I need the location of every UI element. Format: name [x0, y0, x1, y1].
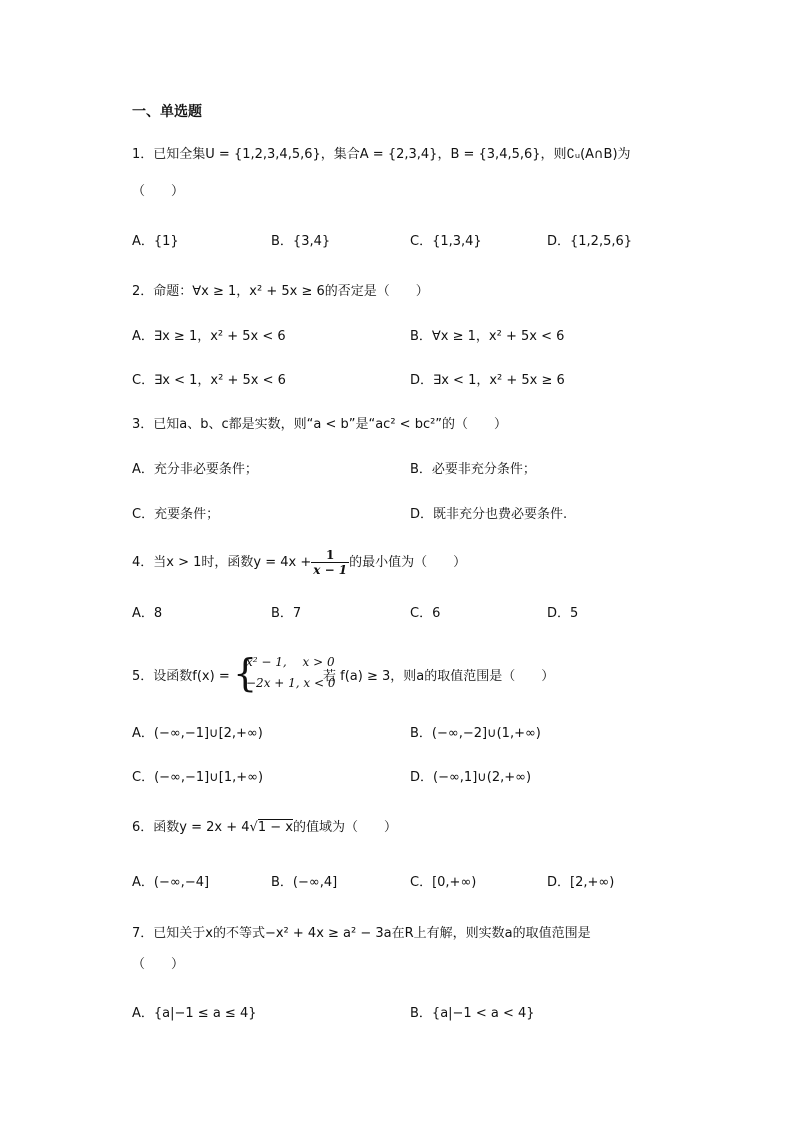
question-5-case-2: −2x + 1, x < 0 — [246, 676, 336, 690]
question-1-option-a: A．{1} — [132, 234, 179, 249]
question-6-option-c: C．[0,+∞) — [410, 875, 477, 890]
question-4-frac-numerator: 1 — [311, 548, 349, 563]
question-1-option-d: D．{1,2,5,6} — [547, 234, 633, 249]
question-3-option-d: D．既非充分也费必要条件. — [410, 507, 568, 522]
question-4-suffix: 的最小值为（ ） — [349, 555, 467, 570]
question-1-stem: 1．已知全集U = {1,2,3,4,5,6}，集合A = {2,3,4}，B = {3,4,5,6}，则∁ᵤ(A∩B)为 — [132, 147, 631, 162]
question-2-stem: 2．命题：∀x ≥ 1，x² + 5x ≥ 6的否定是（ ） — [132, 284, 429, 299]
question-1-option-c: C．{1,3,4} — [410, 234, 482, 249]
question-2-option-d: D．∃x < 1，x² + 5x ≥ 6 — [410, 373, 565, 388]
question-7-option-b: B．{a|−1 < a < 4} — [410, 1006, 535, 1021]
question-4-prefix: 4．当x > 1时，函数y = 4x + — [132, 555, 312, 570]
question-5-option-b: B．(−∞,−2]∪(1,+∞) — [410, 726, 541, 741]
question-5-tail: 若 f(a) ≥ 3，则a的取值范围是（ ） — [323, 669, 555, 684]
question-6-option-d: D．[2,+∞) — [547, 875, 615, 890]
question-5-option-c: C．(−∞,−1]∪[1,+∞) — [132, 770, 264, 785]
question-1-option-b: B．{3,4} — [271, 234, 331, 249]
question-6-radicand: 1 − x — [257, 820, 293, 835]
question-3-option-c: C．充要条件； — [132, 507, 220, 522]
question-6-option-a: A．(−∞,−4] — [132, 875, 210, 890]
question-6-suffix: 的值域为（ ） — [292, 820, 397, 835]
question-2-option-c: C．∃x < 1，x² + 5x < 6 — [132, 373, 286, 388]
question-6-stem — [132, 819, 397, 837]
question-5-case-1: x² − 1, x > 0 — [246, 655, 335, 669]
question-3-stem: 3．已知a、b、c都是实数，则“a < b”是“ac² < bc²”的（ ） — [132, 417, 508, 432]
question-4-option-c: C．6 — [410, 606, 441, 621]
sqrt-icon: √ — [249, 820, 258, 835]
question-6-option-b: B．(−∞,4] — [271, 875, 338, 890]
question-4-stem — [132, 548, 466, 578]
question-4-option-a: A．8 — [132, 606, 163, 621]
question-5-option-a: A．(−∞,−1]∪[2,+∞) — [132, 726, 263, 741]
question-4-option-d: D．5 — [547, 606, 579, 621]
question-3-option-b: B．必要非充分条件； — [410, 462, 536, 477]
question-2-option-b: B．∀x ≥ 1，x² + 5x < 6 — [410, 329, 565, 344]
section-title: 一、单选题 — [132, 104, 202, 120]
question-7-stem: 7．已知关于x的不等式−x² + 4x ≥ a² − 3a在R上有解，则实数a的取值范围是 — [132, 926, 591, 941]
question-1-paren: （ ） — [132, 184, 185, 199]
question-7-option-a: A．{a|−1 ≤ a ≤ 4} — [132, 1006, 257, 1021]
question-6-prefix: 6．函数y = 2x + 4 — [132, 820, 250, 835]
question-4-option-b: B．7 — [271, 606, 302, 621]
left-brace-icon: { — [233, 651, 258, 695]
question-7-paren: （ ） — [132, 957, 185, 972]
question-3-option-a: A．充分非必要条件； — [132, 462, 258, 477]
question-5-option-d: D．(−∞,1]∪(2,+∞) — [410, 770, 532, 785]
question-4-frac-denominator: x − 1 — [313, 563, 348, 577]
question-4-fraction — [311, 548, 349, 577]
question-2-option-a: A．∃x ≥ 1，x² + 5x < 6 — [132, 329, 286, 344]
question-5-label: 5．设函数f(x) = — [132, 669, 230, 684]
